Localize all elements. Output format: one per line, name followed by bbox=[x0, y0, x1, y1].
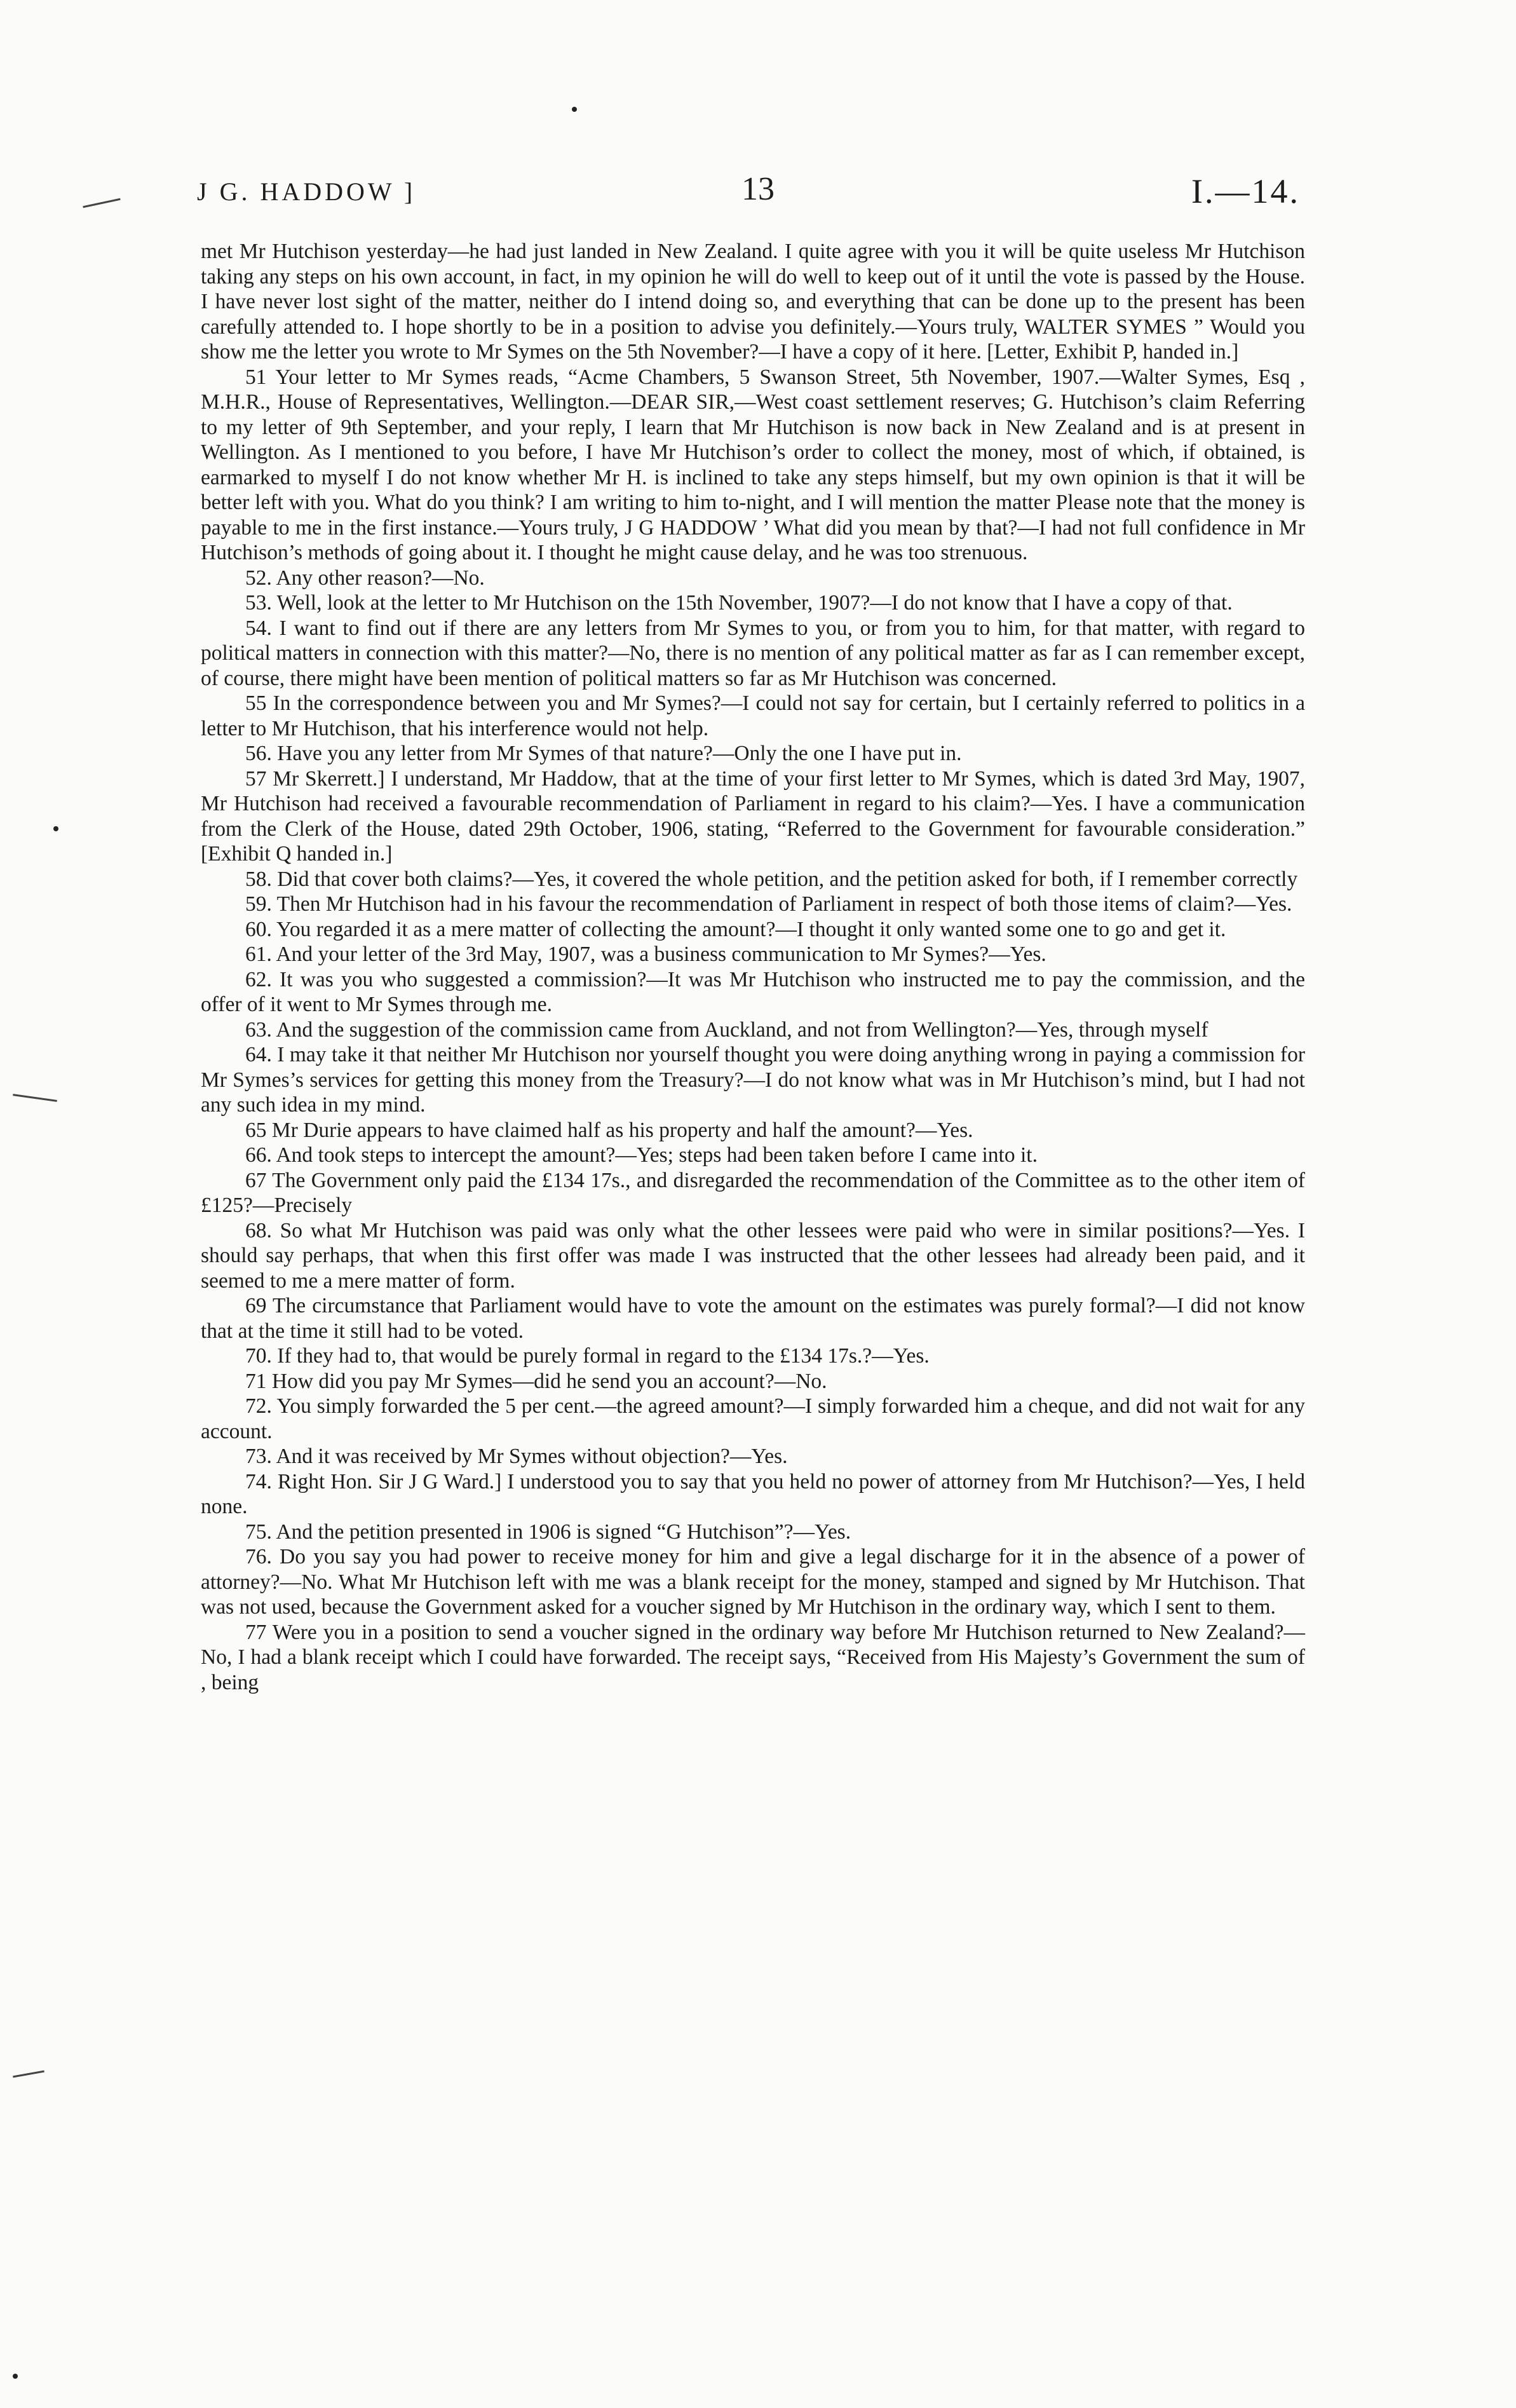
paragraph: 51 Your letter to Mr Symes reads, “Acme Chambers, 5 Swanson Street, 5th November, 1907.—Walter Symes, Esq , M.H.R., House of Representatives, Wellington.—DEAR SIR,—West coast settlement reserves; G. Hutchison’s claim Referring to my letter of 9th September, and your reply, I learn that Mr Hutchison is now back in New Zealand and is at present in Wellington. As I mentioned to you before, I have Mr Hutchison’s order to collect the money, most of which, if obtained, is earmarked to myself I do not know whether Mr H. is inclined to take any steps himself, but my own opinion is that it will be better left with you. What do you think? I am writing to him to-night, and I will mention the matter Please note that the money is payable to me in the first instance.—Yours truly, J G HADDOW ’ What did you mean by that?—I had not full confidence in Mr Hutchison’s methods of going about it. I thought he might cause delay, and he was too strenuous. bbox=[201, 365, 1305, 564]
paragraph: met Mr Hutchison yesterday—he had just landed in New Zealand. I quite agree with you it will be quite useless Mr Hutchison taking any steps on his own account, in fact, in my opinion he will do well to keep out of it until the vote is passed by the House. I have never lost sight of the matter, neither do I intend doing so, and everything that can be done up to the present has been carefully attended to. I hope shortly to be in a position to advise you definitely.—Yours truly, WALTER SYMES ” Would you show me the letter you wrote to Mr Symes on the 5th November?—I have a copy of it here. [Letter, Exhibit P, handed in.] bbox=[201, 240, 1305, 364]
margin-mark bbox=[13, 2071, 44, 2078]
page-header bbox=[0, 170, 1516, 221]
paragraph: 55 In the correspondence between you and Mr Symes?—I could not say for certain, but I certainly referred to politics in a letter to Mr Hutchison, that his interference would not help. bbox=[201, 691, 1305, 740]
paragraph: 72. You simply forwarded the 5 per cent.—the agreed amount?—I simply forwarded him a cheque, and did not wait for any account. bbox=[201, 1394, 1305, 1443]
paragraph: 62. It was you who suggested a commission?—It was Mr Hutchison who instructed me to pay the commission, and the offer of it went to Mr Symes through me. bbox=[201, 967, 1305, 1016]
paragraph: 60. You regarded it as a mere matter of collecting the amount?—I thought it only wanted some one to go and get it. bbox=[245, 917, 1226, 941]
paragraph: 61. And your letter of the 3rd May, 1907, was a business communication to Mr Symes?—Yes. bbox=[245, 942, 1046, 966]
paragraph: 71 How did you pay Mr Symes—did he send you an account?—No. bbox=[245, 1369, 827, 1393]
margin-mark bbox=[13, 1094, 57, 1102]
paragraph: 59. Then Mr Hutchison had in his favour the recommendation of Parliament in respect of both those items of claim?—Yes. bbox=[245, 892, 1292, 916]
paragraph: 74. Right Hon. Sir J G Ward.] I understood you to say that you held no power of attorney from Mr Hutchison?—Yes, I held none. bbox=[201, 1469, 1305, 1518]
paragraph: 70. If they had to, that would be purely formal in regard to the £134 17s.?—Yes. bbox=[245, 1344, 930, 1368]
paragraph: 58. Did that cover both claims?—Yes, it covered the whole petition, and the petition asked for both, if I remember correctly bbox=[245, 867, 1298, 891]
paragraph: 64. I may take it that neither Mr Hutchison nor yourself thought you were doing anything wrong in paying a commission for Mr Symes’s services for getting this money from the Treasury?—I do not know what was in Mr Hutchison’s mind, but I had not any such idea in my mind. bbox=[201, 1043, 1305, 1117]
paragraph: 56. Have you any letter from Mr Symes of that nature?—Only the one I have put in. bbox=[245, 742, 962, 765]
paragraph: 53. Well, look at the letter to Mr Hutchison on the 15th November, 1907?—I do not know that I have a copy of that. bbox=[245, 591, 1233, 615]
scan-speck bbox=[53, 826, 58, 831]
scan-speck bbox=[13, 2374, 18, 2379]
paragraph: 76. Do you say you had power to receive money for him and give a legal discharge for it in the absence of a power of attorney?—No. What Mr Hutchison left with me was a blank receipt for the money, stamped and signed by Mr Hutchison. That was not used, because the Government asked for a voucher signed by Mr Hutchison in the ordinary way, which I sent to them. bbox=[201, 1545, 1305, 1619]
paragraph: 68. So what Mr Hutchison was paid was only what the other lessees were paid who were in similar positions?—Yes. I should say perhaps, that when this first offer was made I was instructed that the other lessees had already been paid, and it seemed to me a mere matter of form. bbox=[201, 1218, 1305, 1293]
witness-name: J G. HADDOW ] bbox=[197, 177, 416, 206]
scan-speck bbox=[572, 107, 577, 112]
page-number: 13 bbox=[741, 171, 775, 207]
document-reference: I.—14. bbox=[1191, 172, 1300, 210]
paragraph: 57 Mr Skerrett.] I understand, Mr Haddow, that at the time of your first letter to Mr Symes, which is dated 3rd May, 1907, Mr Hutchison had received a favourable recommendation of Parliament in regard to his claim?—Yes. I have a communication from the Clerk of the House, dated 29th October, 1906, stating, “Referred to the Government for favourable consideration.” [Exhibit Q handed in.] bbox=[201, 766, 1305, 866]
paragraph: 65 Mr Durie appears to have claimed half as his property and half the amount?—Yes. bbox=[245, 1118, 973, 1142]
paragraph: 66. And took steps to intercept the amount?—Yes; steps had been taken before I came into it. bbox=[245, 1143, 1038, 1167]
paragraph: 67 The Government only paid the £134 17s., and disregarded the recommendation of the Committee as to the other item of £125?—Precisely bbox=[201, 1168, 1305, 1217]
paragraph: 73. And it was received by Mr Symes without objection?—Yes. bbox=[245, 1445, 788, 1468]
paragraph: 75. And the petition presented in 1906 is signed “G Hutchison”?—Yes. bbox=[245, 1520, 851, 1544]
paragraph: 52. Any other reason?—No. bbox=[245, 566, 485, 590]
paragraph: 63. And the suggestion of the commission came from Auckland, and not from Wellington?—Yes, through myself bbox=[245, 1017, 1208, 1042]
paragraph: 54. I want to find out if there are any letters from Mr Symes to you, or from you to him, for that matter, with regard to political matters in connection with this matter?—No, there is no mention of any political matter as far as I can remember except, of course, there might have been mention of political matters so far as Mr Hutchison was concerned. bbox=[201, 616, 1305, 690]
paragraph: 77 Were you in a position to send a voucher signed in the ordinary way before Mr Hutchison returned to New Zealand?—No, I had a blank receipt which I could have forwarded. The receipt says, “Received from His Majesty’s Government the sum of , being bbox=[201, 1620, 1305, 1694]
page-body bbox=[201, 239, 1305, 1695]
paragraph: 69 The circumstance that Parliament would have to vote the amount on the estimates was purely formal?—I did not know that at the time it still had to be voted. bbox=[201, 1294, 1305, 1343]
